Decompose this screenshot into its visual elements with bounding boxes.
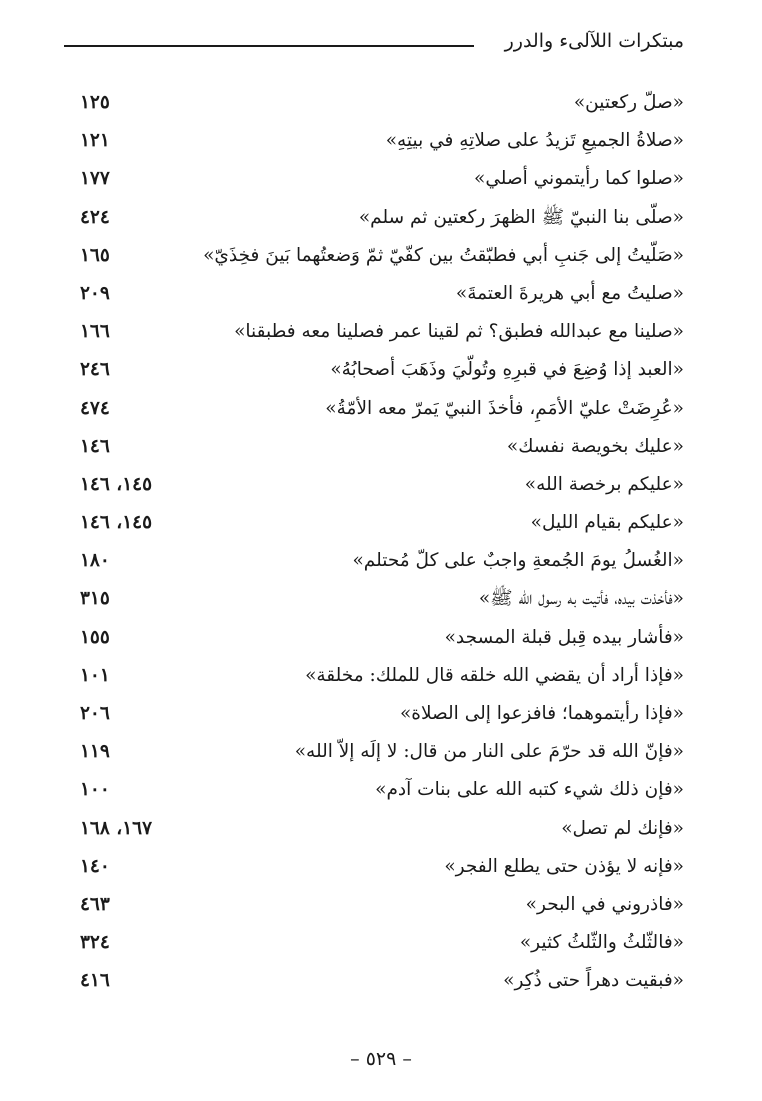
hadith-text: «صلوا كما رأيتموني أصلي» (474, 168, 684, 190)
hadith-text: «فإنه لا يؤذن حتى يطلع الفجر» (444, 855, 684, 877)
index-entry (80, 734, 684, 772)
page-reference: ١٦٧، ١٦٨ (80, 817, 153, 839)
page-reference: ١١٩ (80, 741, 110, 763)
page-reference: ١٤٥، ١٤٦ (80, 512, 153, 534)
page-reference: ٢٠٩ (80, 282, 110, 304)
page-reference: ٢٠٦ (80, 703, 110, 724)
page-reference: ١٤٠ (80, 855, 110, 877)
page-reference: ٣٢٤ (80, 932, 110, 954)
running-header (64, 28, 684, 58)
page-reference: ٤٢٤ (80, 206, 110, 228)
hadith-text: «صليتُ مع أبي هريرةَ العتمةَ» (455, 282, 684, 304)
page-reference: ٤١٦ (80, 970, 110, 992)
index-entry (80, 467, 684, 505)
index-entry (80, 505, 684, 543)
index-entry (80, 887, 684, 925)
index-entry (80, 581, 684, 619)
index-entry (80, 925, 684, 963)
hadith-text: «فالثّلثُ والثّلثُ كثير» (519, 932, 684, 954)
index-entry (80, 620, 684, 658)
page-reference: ١٤٥، ١٤٦ (80, 473, 153, 495)
page-reference: ٤٦٣ (80, 893, 110, 915)
hadith-text: «صلّ ركعتين» (573, 92, 684, 113)
hadith-text: «فإن ذلك شيء كتبه الله على بنات آدم» (375, 779, 684, 801)
hadith-text: «صلّى بنا النبيّ ﷺ الظهرَ ركعتين ثم سلم» (358, 206, 684, 228)
index-entry (80, 85, 684, 123)
hadith-text: «فاذروني في البحر» (525, 893, 684, 915)
hadith-index-list (80, 85, 684, 1002)
page-reference: ١٨٠ (80, 550, 110, 572)
hadith-text: «عليكم بقيام الليل» (530, 512, 684, 534)
hadith-text: «فإنّ الله قد حرّمَ على النار من قال: لا إلَه إلاّ الله» (294, 741, 684, 763)
index-entry (80, 811, 684, 849)
index-entry (80, 123, 684, 161)
page-reference: ١٦٦ (80, 321, 110, 343)
hadith-text: «صَلّيتُ إلى جَنبِ أبي فطبّقتُ بين كفّيّ ثمّ وَضعتُهما بَينَ فخِذَيّ» (203, 244, 684, 266)
hadith-text: «عليك بخويصة نفسك» (506, 435, 684, 457)
hadith-text: «صلينا مع عبدالله فطبق؟ ثم لقينا عمر فصلينا معه فطبقنا» (234, 321, 684, 343)
index-entry (80, 849, 684, 887)
page-number: – ٥٢٩ – (350, 1048, 412, 1070)
header-rule (64, 45, 474, 47)
page-reference: ١٢٥ (80, 92, 110, 113)
hadith-text: «فأخذت بيده، فأتيت به رسول الله ﷺ» (478, 588, 684, 610)
page-reference: ١٠١ (80, 664, 110, 686)
index-entry (80, 314, 684, 352)
hadith-text: «فإذا رأيتموهما؛ فافزعوا إلى الصلاة» (399, 703, 684, 724)
hadith-text: «فإذا أراد أن يقضي الله خلقه قال للملك: مخلقة» (305, 664, 684, 686)
hadith-text: «صلاةُ الجميعِ تَزيدُ على صلاتِهِ في بيتِهِ» (385, 130, 684, 152)
page-reference: ٢٤٦ (80, 359, 110, 381)
page-reference: ٣١٥ (80, 588, 110, 610)
book-title: مبتكرات اللآلىء والدرر (504, 30, 684, 52)
page-reference: ٤٧٤ (80, 397, 110, 419)
hadith-text: «فإنك لم تصل» (561, 817, 684, 839)
index-entry (80, 772, 684, 810)
hadith-text: «الغُسلُ يومَ الجُمعةِ واجبٌ على كلّ مُحتلم» (352, 550, 684, 572)
page-reference: ١٤٦ (80, 435, 110, 457)
hadith-text: «العبد إذا وُضِعَ في قبرِهِ وتُولّيَ وذَهَبَ أصحابُهُ» (330, 359, 684, 381)
index-entry (80, 658, 684, 696)
hadith-text: «فأشار بيده قِبل قبلة المسجد» (444, 626, 684, 648)
index-entry (80, 696, 684, 734)
index-entry (80, 200, 684, 238)
index-entry (80, 963, 684, 1001)
page-reference: ١٢١ (80, 130, 110, 152)
index-entry (80, 238, 684, 276)
page-reference: ١٦٥ (80, 244, 110, 266)
index-entry (80, 543, 684, 581)
page-reference: ١٥٥ (80, 626, 110, 648)
index-entry (80, 161, 684, 199)
hadith-text: «فبقيت دهراً حتى ذُكِر» (503, 970, 684, 992)
index-entry (80, 391, 684, 429)
page-reference: ١٠٠ (80, 779, 110, 801)
index-entry (80, 429, 684, 467)
index-entry (80, 352, 684, 390)
hadith-text: «عُرِضَتْ عليّ الأمَمِ، فأخذَ النبيّ يَمرّ معه الأمّةُ» (325, 397, 684, 419)
hadith-text: «عليكم برخصة الله» (524, 473, 684, 495)
index-entry (80, 276, 684, 314)
page-reference: ١٧٧ (80, 168, 110, 190)
